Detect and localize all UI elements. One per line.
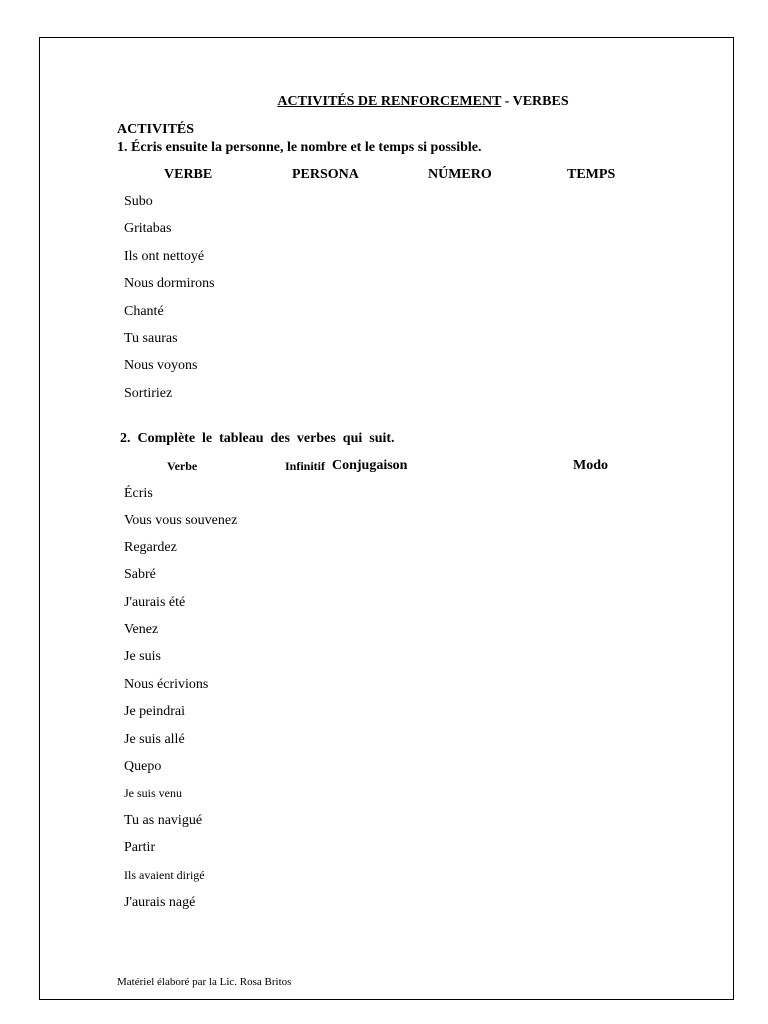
- ex2-header-verbe: Verbe: [167, 459, 198, 473]
- ex1-item: Subo: [124, 194, 153, 209]
- section-label: ACTIVITÉS: [117, 122, 195, 137]
- ex2-item: Nous écrivions: [124, 677, 209, 692]
- ex1-item: Ils ont nettoyé: [124, 249, 205, 264]
- ex2-item: Vous vous souvenez: [124, 513, 238, 528]
- ex1-item: Nous dormirons: [124, 276, 215, 291]
- ex1-item: Nous voyons: [124, 358, 198, 373]
- ex1-item: Chanté: [124, 304, 164, 319]
- ex2-item: Venez: [124, 622, 159, 637]
- ex2-header-conjugaison: Conjugaison: [332, 458, 408, 473]
- document-title: [0, 94, 768, 110]
- ex1-item: Tu sauras: [124, 331, 178, 346]
- ex2-item: Je suis venu: [124, 786, 182, 800]
- ex1-header-verbe: VERBE: [164, 167, 213, 182]
- ex2-item: J'aurais nagé: [124, 895, 196, 910]
- ex1-header-persona: PERSONA: [292, 167, 359, 182]
- ex2-item: Tu as navigué: [124, 813, 203, 828]
- ex2-item: Je suis: [124, 649, 161, 664]
- footer-credit: Matériel élaboré par la Lic. Rosa Britos: [117, 976, 292, 988]
- exercise2-instruction: 2. Complète le tableau des verbes qui suit.: [120, 431, 395, 446]
- ex2-item: Ils avaient dirigé: [124, 868, 205, 882]
- ex1-item: Sortiriez: [124, 386, 173, 401]
- ex2-item: Écris: [124, 486, 153, 501]
- ex2-item: J'aurais été: [124, 595, 186, 610]
- ex2-item: Je peindrai: [124, 704, 186, 719]
- ex1-header-numero: NÚMERO: [428, 167, 492, 182]
- ex2-item: Je suis allé: [124, 732, 185, 747]
- title-underlined: ACTIVITÉS DE RENFORCEMENT: [277, 94, 502, 109]
- ex2-item: Quepo: [124, 759, 162, 774]
- ex2-item: Regardez: [124, 540, 177, 555]
- ex1-item: Gritabas: [124, 221, 172, 236]
- ex2-header-modo: Modo: [573, 458, 608, 473]
- ex2-item: Sabré: [124, 567, 156, 582]
- ex2-header-infinitif: Infinitif: [285, 459, 326, 473]
- ex2-item: Partir: [124, 840, 156, 855]
- title-rest: - VERBES: [501, 94, 569, 109]
- ex1-header-temps: TEMPS: [567, 167, 616, 182]
- exercise1-instruction: 1. Écris ensuite la personne, le nombre et le temps si possible.: [117, 140, 482, 155]
